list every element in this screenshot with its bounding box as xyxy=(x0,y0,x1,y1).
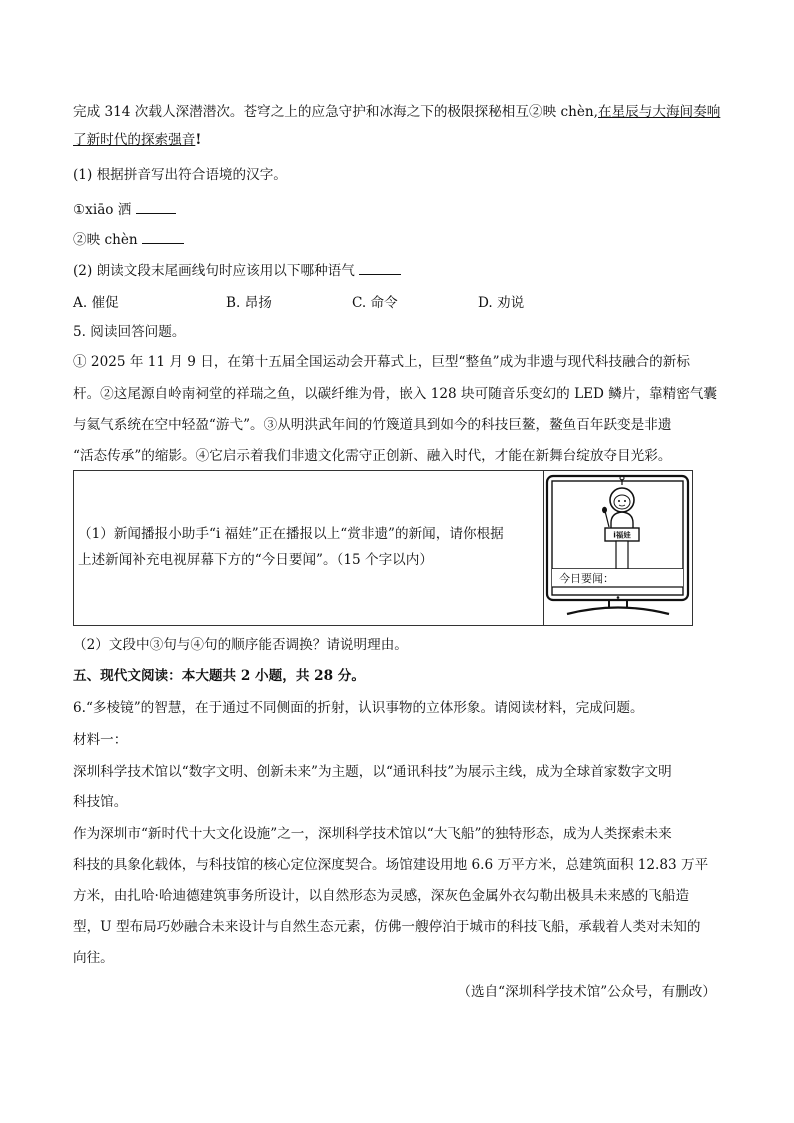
passage-line: 科技馆。 xyxy=(73,794,128,810)
passage-line xyxy=(73,131,201,149)
fill-prompt: ②映 chèn xyxy=(73,232,138,248)
fill-prompt: ①xiāo 洒 xyxy=(73,202,132,218)
passage-line: 作为深圳市“新时代十大文化设施”之一，深圳科学技术馆以“大飞船”的独特形态，成为人类探索未来 xyxy=(73,826,672,842)
answer-blank[interactable] xyxy=(359,261,401,275)
tv-illustration xyxy=(545,473,691,623)
answer-blank[interactable] xyxy=(142,230,184,244)
section-heading xyxy=(73,667,365,685)
passage-line: “活态传承”的缩影。④它启示着我们非遗文化需守正创新、融入时代，才能在新舞台绽放夺目光彩。 xyxy=(73,448,672,464)
question-title: 5. 阅读回答问题。 xyxy=(73,324,186,340)
fill-item xyxy=(73,261,401,280)
option-d[interactable]: D. 劝说 xyxy=(478,295,525,311)
tv-stand xyxy=(567,608,669,615)
fill-prompt: (2) 朗读文段末尾画线句时应该用以下哪种语气 xyxy=(73,263,355,279)
section-heading-prefix: 五、现代文阅读： xyxy=(73,668,182,684)
fill-item xyxy=(73,230,184,249)
punctuation: ! xyxy=(195,132,202,148)
question-text: 上述新闻补充电视屏幕下方的“今日要闻”。（15 个字以内） xyxy=(78,552,433,568)
passage-line: 深圳科学技术馆以“数字文明、创新未来”为主题，以“通讯科技”为展示主线，成为全球首家数字文明 xyxy=(73,764,672,780)
question-text: (1) 根据拼音写出符合语境的汉字。 xyxy=(73,167,287,183)
desk-label: i福娃 xyxy=(613,530,631,540)
passage-line xyxy=(73,103,720,121)
passage-line: ① 2025 年 11 月 9 日，在第十五届全国运动会开幕式上，巨型“整鱼”成为非遗与现代科技融合的新标 xyxy=(73,354,690,370)
passage-line: 与氦气系统在空中轻盈“游弋”。③从明洪武年间的竹篾道具到如今的科技巨鳌，鳌鱼百年跃变是非遗 xyxy=(73,417,672,433)
source-citation: （选自“深圳科学技术馆”公众号，有删改） xyxy=(457,984,716,1000)
fill-item xyxy=(73,200,176,219)
question-text: （1）新闻播报小助手“i 福娃”正在播报以上“赏非遗”的新闻，请你根据 xyxy=(78,526,504,542)
question-text: （2）文段中③句与④句的顺序能否调换？请说明理由。 xyxy=(73,637,408,653)
material-label: 材料一： xyxy=(73,732,128,748)
question-title: 6.“多棱镜”的智慧，在于通过不同侧面的折射，认识事物的立体形象。请阅读材料，完成问题。 xyxy=(73,700,644,716)
underlined-sentence: 了新时代的探索强音 xyxy=(73,132,196,148)
passage-line: 型，U 型布局巧妙融合未来设计与自然生态元素，仿佛一艘停泊于城市的科技飞船，承载着人类对未知的 xyxy=(73,919,701,935)
tv-caption: 今日要闻： xyxy=(559,572,614,585)
table-divider xyxy=(543,471,544,625)
option-a[interactable]: A. 催促 xyxy=(73,295,119,311)
answer-blank[interactable] xyxy=(136,200,176,214)
passage-line: 科技的具象化载体，与科技馆的核心定位深度契合。场馆建设用地 6.6 万平方米，总建筑面积 12.83 万平 xyxy=(73,857,709,873)
option-b[interactable]: B. 昂扬 xyxy=(226,295,272,311)
option-c[interactable]: C. 命令 xyxy=(352,295,398,311)
passage-line: 杆。②这尾源自岭南祠堂的祥瑞之鱼，以碳纤维为骨，嵌入 128 块可随音乐变幻的 LED 鳞片，靠精密气囊 xyxy=(73,386,718,402)
table-question-cell xyxy=(78,521,540,573)
passage-text: 完成 314 次载人深潜潜次。苍穹之上的应急守护和冰海之下的极限探秘相互②映 chèn, xyxy=(73,104,598,120)
passage-line: 方米，由扎哈·哈迪德建筑事务所设计，以自然形态为灵感，深灰色金属外衣勾勒出极具未来感的飞船造 xyxy=(73,888,690,904)
underlined-sentence: 在星辰与大海间奏响 xyxy=(598,104,721,120)
question-table xyxy=(73,470,693,626)
passage-line: 向往。 xyxy=(73,950,114,966)
desk-stand xyxy=(616,541,628,569)
section-heading-score: 本大题共 2 小题，共 28 分。 xyxy=(181,668,365,684)
